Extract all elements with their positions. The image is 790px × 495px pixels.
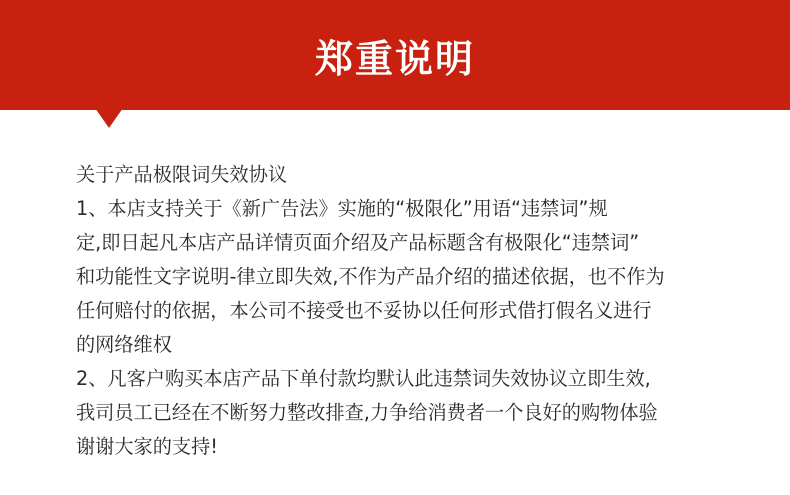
page-title: 郑重说明 (314, 36, 475, 81)
notice-line: 定,即日起凡本店产品详情页面介绍及产品标题含有极限化“违禁词” (76, 231, 640, 254)
notice-line: 1、本店支持关于《新广告法》实施的“极限化”用语“违禁词”规 (76, 197, 608, 220)
notice-heading: 关于产品极限词失效协议 (76, 163, 288, 186)
banner-pointer-triangle (95, 108, 123, 128)
notice-line: 和功能性文字说明-律立即失效,不作为产品介绍的描述依据，也不作为 (76, 265, 665, 288)
notice-closing: 谢谢大家的支持! (76, 435, 219, 458)
notice-line: 任何赔付的依据，本公司不接受也不妥协以任何形式借打假名义进行 (76, 299, 652, 322)
notice-line: 我司员工已经在不断努力整改排查,力争给消费者一个良好的购物体验 (76, 401, 658, 424)
notice-body (76, 158, 726, 464)
notice-line: 2、凡客户购买本店产品下单付款均默认此违禁词失效协议立即生效, (76, 367, 651, 390)
notice-line: 的网络维权 (76, 333, 172, 356)
